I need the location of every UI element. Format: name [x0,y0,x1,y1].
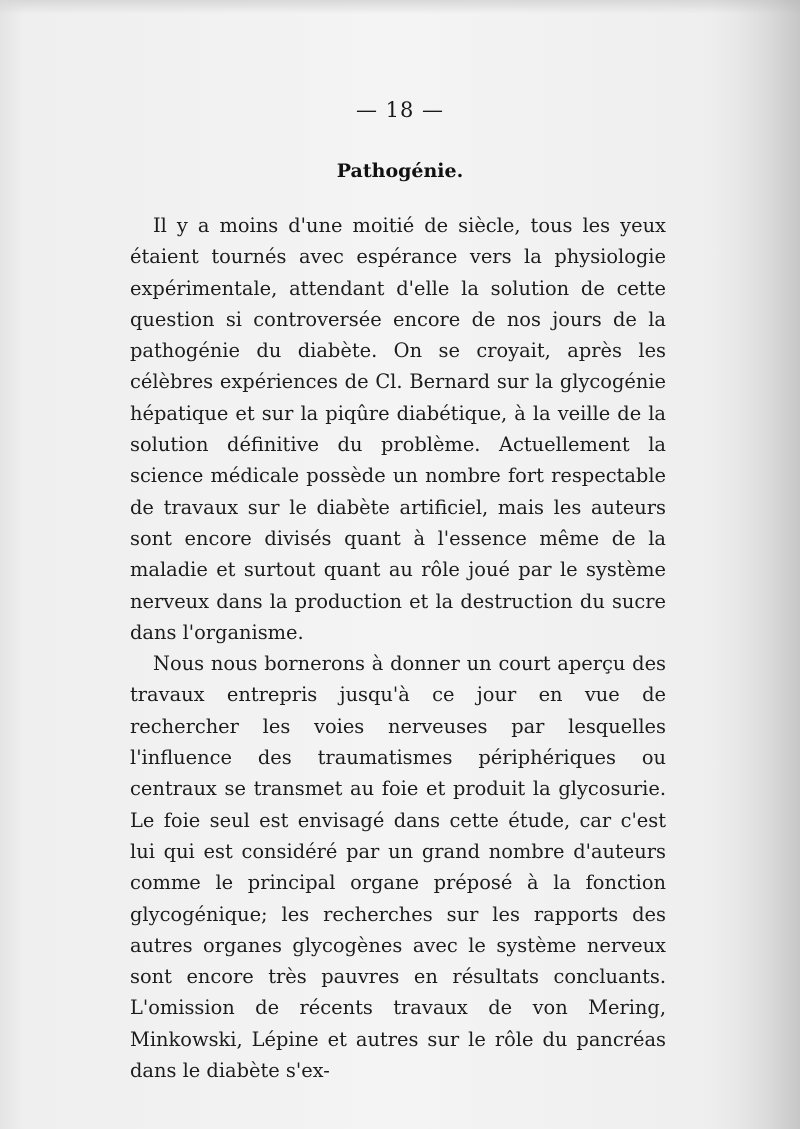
section-heading: Pathogénie. [336,160,464,182]
page-top-edge-shadow [0,0,800,14]
paragraph: Il y a moins d'une moitié de siècle, tous les yeux étaient tournés avec espérance vers la physiologie expérimentale, attendant d'elle la solution de cette question si controversée encore de nos jours de la pathogénie du diabète. On se croyait, après les célèbres expériences de Cl. Bernard sur la glycogénie hépatique et sur la piqûre diabétique, à la veille de la solution définitive du problème. Actuellement la science médicale possède un nombre fort respectable de travaux sur le diabète artificiel, mais les auteurs sont encore divisés quant à l'essence même de la maladie et surtout quant au rôle joué par le système nerveux dans la production et la destruction du sucre dans l'organisme. [130,214,666,644]
body-text [130,210,666,1086]
page-number: — 18 — [355,98,445,122]
paragraph: Nous nous bornerons à donner un court aperçu des travaux entrepris jusqu'à ce jour en vue de rechercher les voies nerveuses par lesquelles l'influence des traumatismes périphériques ou centraux se transmet au foie et produit la glycosurie. Le foie seul est envisagé dans cette étude, car c'est lui qui est considéré par un grand nombre d'auteurs comme le principal organe préposé à la fonction glycogénique; les recherches sur les rapports des autres organes glycogènes avec le système nerveux sont encore très pauvres en résultats concluants. L'omission de récents travaux de von Mering, Minkowski, Lépine et autres sur le rôle du pancréas dans le diabète s'ex- [130,652,666,1083]
